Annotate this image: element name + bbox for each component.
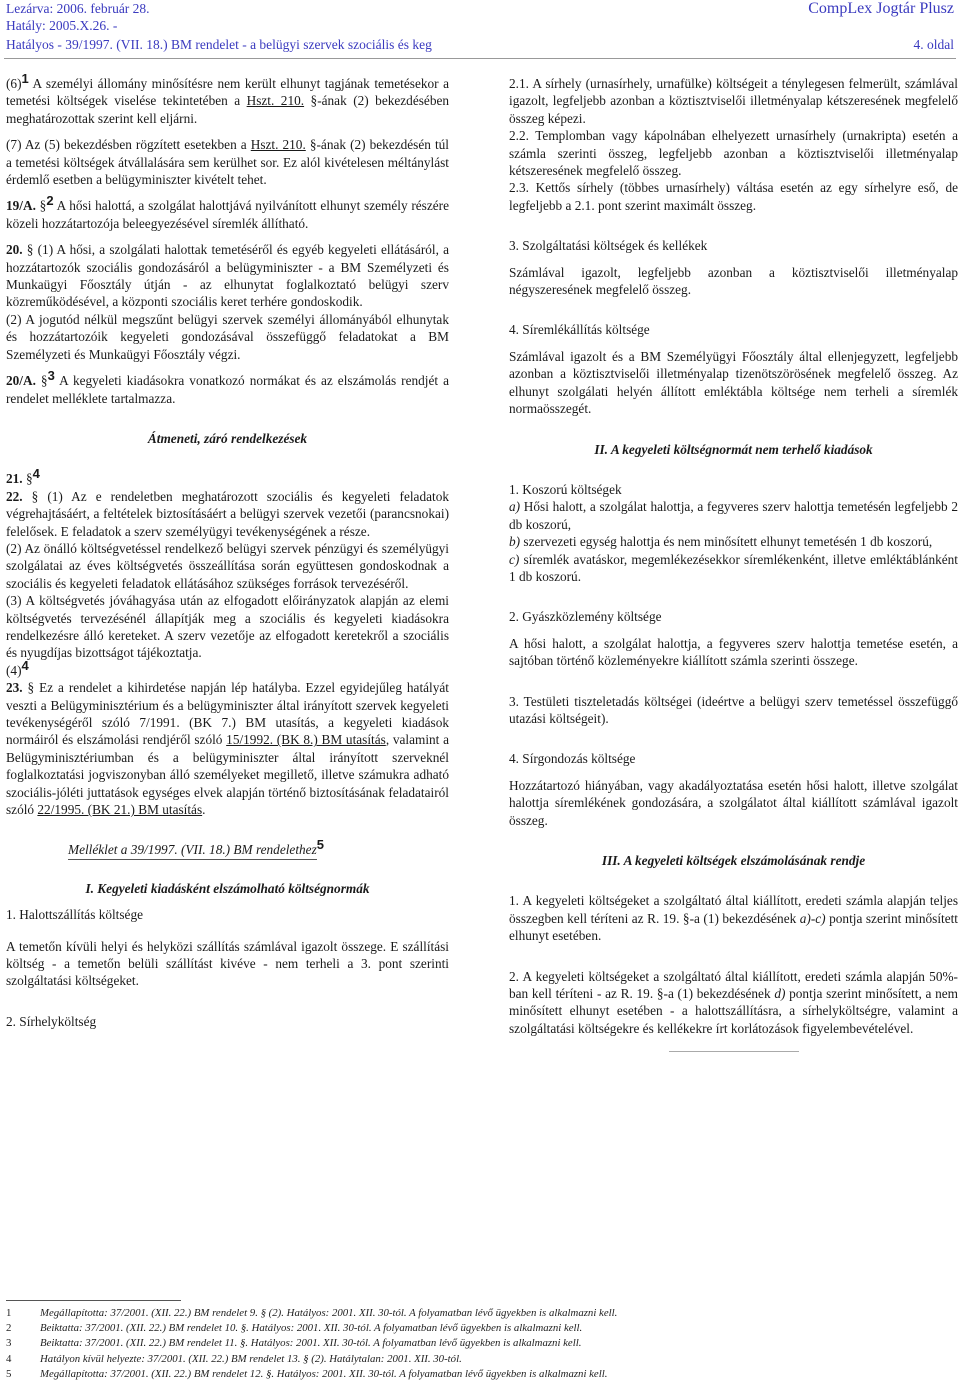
sirgondozas-title: 4. Sírgondozás költsége [509, 751, 636, 767]
item-4-text: Számlával igazolt és a BM Személyügyi Főosztály által ellenjegyzett, legfeljebb azonban a köztisztviselői illetményalap tizenötszörösének megfelelő összeg. Az elhunyt szolgálati helyén állított emléktábla költsége nem terheli a síremlék normaösszegét. [509, 348, 958, 417]
footnotes [6, 1306, 946, 1382]
koszoru-c: c) síremlék avatáskor, megemlékezésekkor síremlékenként, illetve emléktáblánként 1 db koszorú. [509, 551, 958, 584]
footnote: 5 Megállapította: 37/2001. (XII. 22.) BM rendelet 12. §. Hatályos: 2001. XII. 30-tól. A folyamatban lévő ügyekben is alkalmazni kell. [6, 1367, 608, 1380]
footnote: 3 Beiktatta: 37/2001. (XII. 22.) BM rendelet 11. §. Hatályos: 2001. XII. 30-tól. A folyamatban lévő ügyekben is alkalmazni kell. [6, 1337, 582, 1350]
tiszteletadas-text: 3. Testületi tiszteletadás költségei (ideértve a belügyi szerv temetéssel összefüggő utazási költségeit). [509, 693, 958, 726]
section-heading-atmeneti: Átmeneti, záró rendelkezések [147, 430, 308, 446]
footnote-ref-4b[interactable]: 4 [21, 657, 29, 673]
item-2-1: 2.1. A sírhely (urnasírhely, urnafülke) költségeit a ténylegesen felmerült, számlával igazolt, legfeljebb azonban a köztisztviselői illetményalap kétszeresének megfelelő összeg képezi. [509, 76, 958, 126]
item-2-2: 2.2. Templomban vagy kápolnában elhelyezett urnasírhely (urnakripta) esetén a számla szerinti összeg, legfeljebb azonban a köztisztviselői illetményalap kétszeresének megfelelő összeg. [509, 128, 958, 179]
footnote: 1 Megállapította: 37/2001. (XII. 22.) BM rendelet 9. § (2). Hatályos: 2001. XII. 30-tól. A folyamatban lévő ügyekben is alkalmazni kell. [6, 1307, 618, 1319]
item-4-title: 4. Síremlékállítás költsége [509, 322, 650, 338]
koszoru-b: b) szervezeti egység halottja és nem minősített elhunyt temetésén 1 db koszorú, [509, 534, 933, 550]
section-20: 20. § (1) A hősi, a szolgálati halottak temetéséről és egyéb kegyeleti ellátásáról, a hozzátartozók szociális gondozásáról a belügyminiszter - a BM Személyzeti és Munkaügyi Főosztály útján - az elhunytat foglalkoztató belügyi szerv közreműködésével, a központi szociális keret terhére gondoskodik. [6, 242, 449, 310]
section-23: 23. § Ez a rendelet a kihirdetése napján lép hatályba. Ezzel egyidejűleg hatályát veszti a Belügyminisztérium és a belügyminiszter által irányított szervek kegyeleti tevékenységéről szóló 7/1991. (BK 7.) BM utasítás, a kegyeleti kiadások normáiról és elszámolási rendjéről szóló 15/1992. (BK 8.) BM utasítás, valamint a Belügyminisztériumban és a belügyminiszter által irányított szerveknél foglalkoztatási jogviszonyban álló személyeket megillető, illetve számukra adható szociális-jóléti juttatások egységes elvek alapján történő biztosításának feladatairól szóló 22/1995. (BK 21.) BM utasítás. [6, 680, 449, 818]
section-22-3: (3) A költségvetés jóváhagyása után az elfogadott előirányzatok alapján az elemi költségvetés tervezésénél állapítják meg a szociális és kegyeleti kiadásokra rendelkezésre álló kereteket. A szerv vezetője az elfogadott keretekről a szociális és nyugdíjas bizottságot tájékoztatja. [6, 593, 449, 661]
item-3-text: Számlával igazolt, legfeljebb azonban a köztisztviselői illetményalap négyszeresének megfelelő összeg. [509, 264, 958, 298]
footnote-ref-3[interactable]: 3 [47, 368, 55, 384]
section-19a: 19/A. §$^2$ A hősi halottá, a szolgálat halottjává nyilvánított elhunyt személy részére közeli hozzátartozója beleegyezésével síremlék állítható. [6, 193, 449, 231]
paragraph-6: $(6)^1$ A személyi állomány minősítésre nem került elhunyt tagjának temetésekor a temetési költségek viselése tekintetében a Hszt. 210. §-ának (2) bekezdésében meghatározottak szerint kell eljárni. [6, 71, 450, 126]
section-20a: 20/A. §$^3$ A kegyeleti kiadásokra vonatkozó normákat és az elszámolás rendjét a rendelet melléklete tartalmazza. [6, 368, 449, 406]
heading-III: III. A kegyeleti költségek elszámolásának rendje [601, 853, 866, 868]
section-22-4: $(4)^4$ [6, 657, 29, 678]
footnote: 4 Hatályon kívül helyezte: 37/2001. (XII. 22.) BM rendelet 13. § (2). Hatálytalan: 2001. XII. 30-tól. [6, 1352, 462, 1365]
gyaszkozlemeny-text: A hősi halott, a szolgálat halottja, a fegyveres szerv halottja temetése esetén, a sajtóban történő közleményekre kiállított számla szerinti összege. [509, 635, 958, 669]
footnote-divider [6, 1300, 181, 1301]
footnote-ref-2[interactable]: 2 [46, 193, 54, 209]
item-halottszallitas-text: A temetőn kívüli helyi és helyközi szállítás számlával igazolt összege. E szállítási költség - a temetőn belüli szállítást kivéve - nem terheli a 3. pont szerinti szolgáltatási költségeket. [6, 938, 449, 989]
page-number: 4. oldal [913, 37, 954, 52]
footnote: 2 Beiktatta: 37/2001. (XII. 22.) BM rendelet 10. §. Hatályos: 2001. XII. 30-tól. A folyamatban lévő ügyekben is alkalmazni kell. [6, 1322, 583, 1335]
bm-utasitas-link-1[interactable]: 15/1992. (BK 8.) BM utasítás [226, 732, 386, 748]
heading-I: I. Kegyeleti kiadásként elszámolható költségnormák [85, 880, 370, 896]
elszamolas-2: 2. A kegyeleti költségeket a szolgáltató által kiállított, eredeti számla alapján 50%-ban kell téríteni - az R. 19. §-a (1) bekezdésének d) pontja szerint minősített, a nem minősített elhunyt esetében - a halottszállításra, a sírhelyköltségre, valamint a szolgáltatási költségekre és kellékekre írt korlátozások figyelembevételével. [509, 968, 958, 1036]
footnote-ref-4[interactable]: 4 [32, 466, 40, 482]
heading-II: II. A kegyeleti költségnormát nem terhelő kiadások [594, 441, 873, 457]
document-title[interactable]: Hatályos - 39/1997. (VII. 18.) BM rendelet - a belügyi szervek szociális és keg [6, 37, 432, 52]
annex-title: Melléklet a 39/1997. (VII. 18.) BM rendelethez$^5$ [6, 841, 449, 859]
gyaszkozlemeny-title: 2. Gyászközlemény költsége [509, 609, 662, 625]
section-22-2: (2) Az önálló költségvetéssel rendelkező belügyi szervek pénzügyi és személyügyi szolgálatai az éves költségvetés összeállítása során együttesen gondoskodnak a szociális és kegyeleti feladatok ellátásához szükséges források tervezéséről. [6, 540, 449, 591]
bm-utasitas-link-2[interactable]: 22/1995. (BK 21.) BM utasítás [37, 802, 203, 818]
right-column [509, 75, 958, 1052]
footnote-ref-1[interactable]: 1 [21, 71, 29, 86]
item-3-title: 3. Szolgáltatási költségek és kellékek [509, 238, 708, 254]
hataly-date: Hatály: 2005.X.26. - [6, 18, 118, 33]
page-header [6, 0, 954, 64]
left-column [6, 71, 450, 1039]
section-21: 21. §$^4$ [6, 466, 40, 487]
elszamolas-1: 1. A kegyeleti költségeket a szolgáltató által kiállított, eredeti számla alapján teljes összegben kell téríteni az R. 19. §-a (1) bekezdésének a)-c) pontja szerint minősített elhunyt esetében. [509, 893, 959, 944]
item-sirhely-title: 2. Sírhelyköltség [6, 1013, 97, 1029]
end-rule [669, 1051, 799, 1052]
koszoru-a: a) Hősi halott, a szolgálat halottja, a fegyveres szerv halottja temetésén legfeljebb 2 db koszorú, [509, 499, 958, 532]
hszt-link[interactable]: Hszt. 210. [250, 137, 306, 153]
paragraph-7: (7) Az (5) bekezdésben rögzített esetekben a Hszt. 210. §-ának (2) bekezdésén túl a temetési költségek átvállalására sem kerülhet sor. Ez alól kivételesen méltánylást érdemlő esetben a belügyminiszter kivételt tehet. [6, 137, 450, 188]
koszoru-title: 1. Koszorú költségek [509, 481, 622, 497]
lezarva-date: Lezárva: 2006. február 28. [6, 1, 150, 16]
hszt-link[interactable]: Hszt. 210. [246, 93, 305, 109]
brand-name: CompLex Jogtár Plusz [808, 0, 954, 17]
item-halottszallitas-title: 1. Halottszállítás költsége [6, 907, 144, 923]
footnote-ref-5[interactable]: 5 [316, 837, 324, 853]
section-20-2: (2) A jogutód nélkül megszűnt belügyi szervek személyi állományából elhunytak és hozzátartozóik kegyeleti gondozásával összefüggő feladatokat a BM Személyzeti és Munkaügyi Főosztály végzi. [6, 311, 449, 362]
sirgondozas-text: Hozzátartozó hiányában, vagy akadályoztatása esetén hősi halott, illetve szolgálat halottja síremlékének gondozására, a szolgálatot által kiállított számlával igazolt összeg. [509, 777, 958, 828]
item-2-3: 2.3. Kettős sírhely (többes urnasírhely) váltása esetén az egy sírhelyre eső, de legfeljebb a 2.1. pont szerint maximált összeg. [509, 180, 958, 213]
section-22-1: 22. § (1) Az e rendeletben meghatározott szociális és kegyeleti feladatok végrehajtásáért, a feltételek biztosításáért a belügyi szervek vezetői (parancsnokai) felelősek. E feladatok a szerv személyügyi tevékenységének a része. [6, 488, 449, 539]
header-divider [4, 58, 956, 59]
